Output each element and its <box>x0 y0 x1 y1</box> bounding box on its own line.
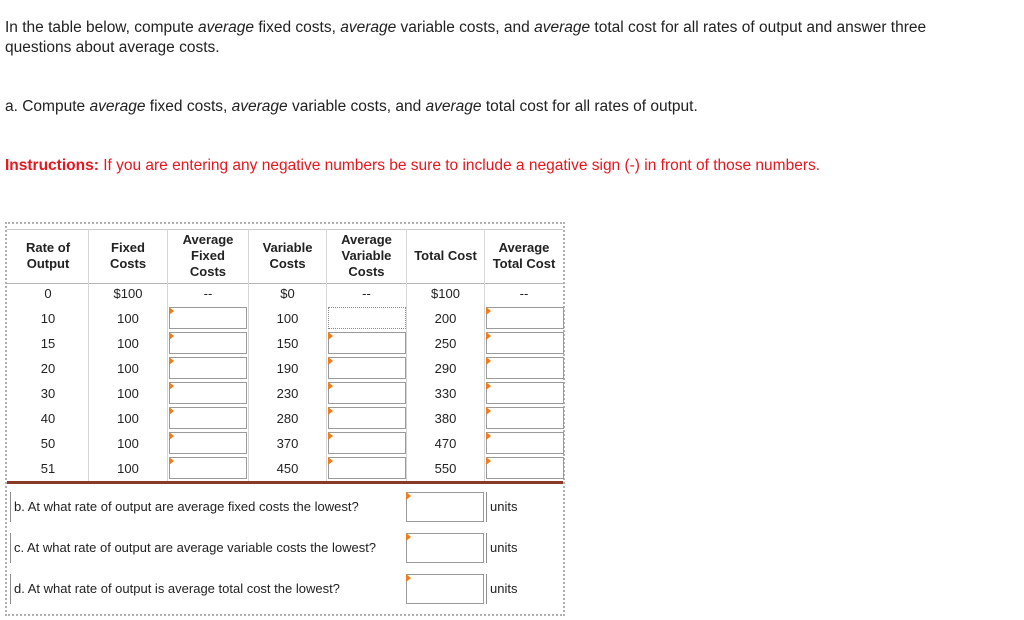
header-average-fixed-costs <box>168 230 248 282</box>
afc-input[interactable] <box>169 382 247 404</box>
cell-fixed-costs: 100 <box>117 386 139 401</box>
cell-variable-costs: 230 <box>276 386 299 401</box>
part-a-italic: average <box>89 98 146 115</box>
header-line: Average <box>498 240 550 255</box>
question-d-text: d. At what rate of output is average total cost the lowest? <box>10 574 340 604</box>
instructions <box>5 156 820 176</box>
question-b-input[interactable] <box>406 492 484 522</box>
question-c-input[interactable] <box>406 533 484 563</box>
avc-input[interactable] <box>328 457 406 479</box>
cell-total-cost: 470 <box>434 436 457 451</box>
header-rate-of-output <box>10 230 86 282</box>
intro-text: total cost for all rates of output and answer three <box>594 19 927 36</box>
header-line: Costs <box>189 264 227 279</box>
cell-rate: 40 <box>40 411 56 426</box>
cell-fixed-costs: $100 <box>113 286 143 301</box>
cell-total-cost: 250 <box>434 336 457 351</box>
header-line: Output <box>26 256 70 271</box>
intro-line2: questions about average costs. <box>5 39 220 56</box>
header-total-cost <box>407 230 484 282</box>
cell-fixed-costs: 100 <box>117 311 139 326</box>
intro-italic: average <box>198 19 255 36</box>
cell-fixed-costs: 100 <box>117 336 139 351</box>
atc-input[interactable] <box>486 382 564 404</box>
part-a-text: total cost for all rates of output. <box>485 98 698 115</box>
header-line: Fixed <box>191 248 225 263</box>
cell-total-cost: 290 <box>434 361 457 376</box>
part-a-italic: average <box>425 98 482 115</box>
question-b-unit: units <box>486 492 517 522</box>
cell-rate: 50 <box>40 436 56 451</box>
question-d-input[interactable] <box>406 574 484 604</box>
cell-total-cost: $100 <box>431 286 460 301</box>
cell-variable-costs: 100 <box>276 311 299 326</box>
atc-input[interactable] <box>486 457 564 479</box>
cell-atc-placeholder: -- <box>519 286 529 301</box>
cell-rate: 10 <box>40 311 56 326</box>
cell-variable-costs: 190 <box>276 361 299 376</box>
question-c-text: c. At what rate of output are average variable costs the lowest? <box>10 533 376 563</box>
header-line: Variable <box>341 248 392 263</box>
part-a-text: variable costs, and <box>291 98 422 115</box>
avc-input[interactable] <box>328 382 406 404</box>
header-line: Costs <box>269 256 306 271</box>
afc-input[interactable] <box>169 332 247 354</box>
header-average-variable-costs <box>327 230 406 282</box>
header-line: Total Cost <box>414 248 477 263</box>
atc-input[interactable] <box>486 357 564 379</box>
question-d-unit: units <box>486 574 517 604</box>
header-average-total-cost <box>485 230 563 282</box>
intro-italic: average <box>534 19 591 36</box>
header-line: Total Cost <box>492 256 556 271</box>
table-separator <box>7 481 563 484</box>
cell-variable-costs: 450 <box>276 461 299 476</box>
afc-input[interactable] <box>169 407 247 429</box>
header-fixed-costs <box>89 230 167 282</box>
avc-input[interactable] <box>328 307 406 329</box>
afc-input[interactable] <box>169 432 247 454</box>
header-line: Average <box>341 232 392 247</box>
part-a-text: fixed costs, <box>149 98 228 115</box>
header-line: Average <box>182 232 234 247</box>
intro-paragraph <box>5 18 926 38</box>
header-variable-costs <box>249 230 326 282</box>
intro-text: variable costs, and <box>400 19 530 36</box>
header-line: Fixed <box>111 240 145 255</box>
cell-fixed-costs: 100 <box>117 361 139 376</box>
cell-afc-placeholder: -- <box>203 286 213 301</box>
instructions-text: If you are entering any negative numbers be sure to include a negative sign (-) in front of those numbers. <box>103 157 821 174</box>
cell-fixed-costs: 100 <box>117 436 139 451</box>
header-line: Costs <box>348 264 385 279</box>
part-a-italic: average <box>231 98 288 115</box>
cell-avc-placeholder: -- <box>362 286 371 301</box>
cell-rate: 20 <box>40 361 56 376</box>
question-b-text: b. At what rate of output are average fixed costs the lowest? <box>10 492 359 522</box>
cell-total-cost: 380 <box>434 411 457 426</box>
cell-rate: 30 <box>40 386 56 401</box>
cell-rate: 51 <box>40 461 56 476</box>
cell-fixed-costs: 100 <box>117 461 139 476</box>
afc-input[interactable] <box>169 357 247 379</box>
cell-total-cost: 200 <box>434 311 457 326</box>
cell-fixed-costs: 100 <box>117 411 139 426</box>
atc-input[interactable] <box>486 332 564 354</box>
cell-variable-costs: 150 <box>276 336 299 351</box>
cell-total-cost: 550 <box>434 461 457 476</box>
intro-text: In the table below, compute <box>5 19 194 36</box>
cell-rate: 0 <box>44 286 52 301</box>
instructions-label: Instructions: <box>5 157 99 174</box>
header-line: Costs <box>109 256 147 271</box>
cell-variable-costs: 370 <box>276 436 299 451</box>
intro-text: fixed costs, <box>258 19 336 36</box>
afc-input[interactable] <box>169 457 247 479</box>
cell-total-cost: 330 <box>434 386 457 401</box>
header-line: Variable <box>262 240 313 255</box>
atc-input[interactable] <box>486 307 564 329</box>
afc-input[interactable] <box>169 307 247 329</box>
cell-variable-costs: $0 <box>280 286 295 301</box>
atc-input[interactable] <box>486 407 564 429</box>
question-c-unit: units <box>486 533 517 563</box>
header-line: Rate of <box>25 240 71 255</box>
avc-input[interactable] <box>328 432 406 454</box>
part-a-text: a. Compute <box>5 98 86 115</box>
part-a-prompt <box>5 97 698 117</box>
cell-rate: 15 <box>40 336 56 351</box>
atc-input[interactable] <box>486 432 564 454</box>
avc-input[interactable] <box>328 332 406 354</box>
avc-input[interactable] <box>328 357 406 379</box>
intro-italic: average <box>340 19 397 36</box>
avc-input[interactable] <box>328 407 406 429</box>
cell-variable-costs: 280 <box>276 411 299 426</box>
